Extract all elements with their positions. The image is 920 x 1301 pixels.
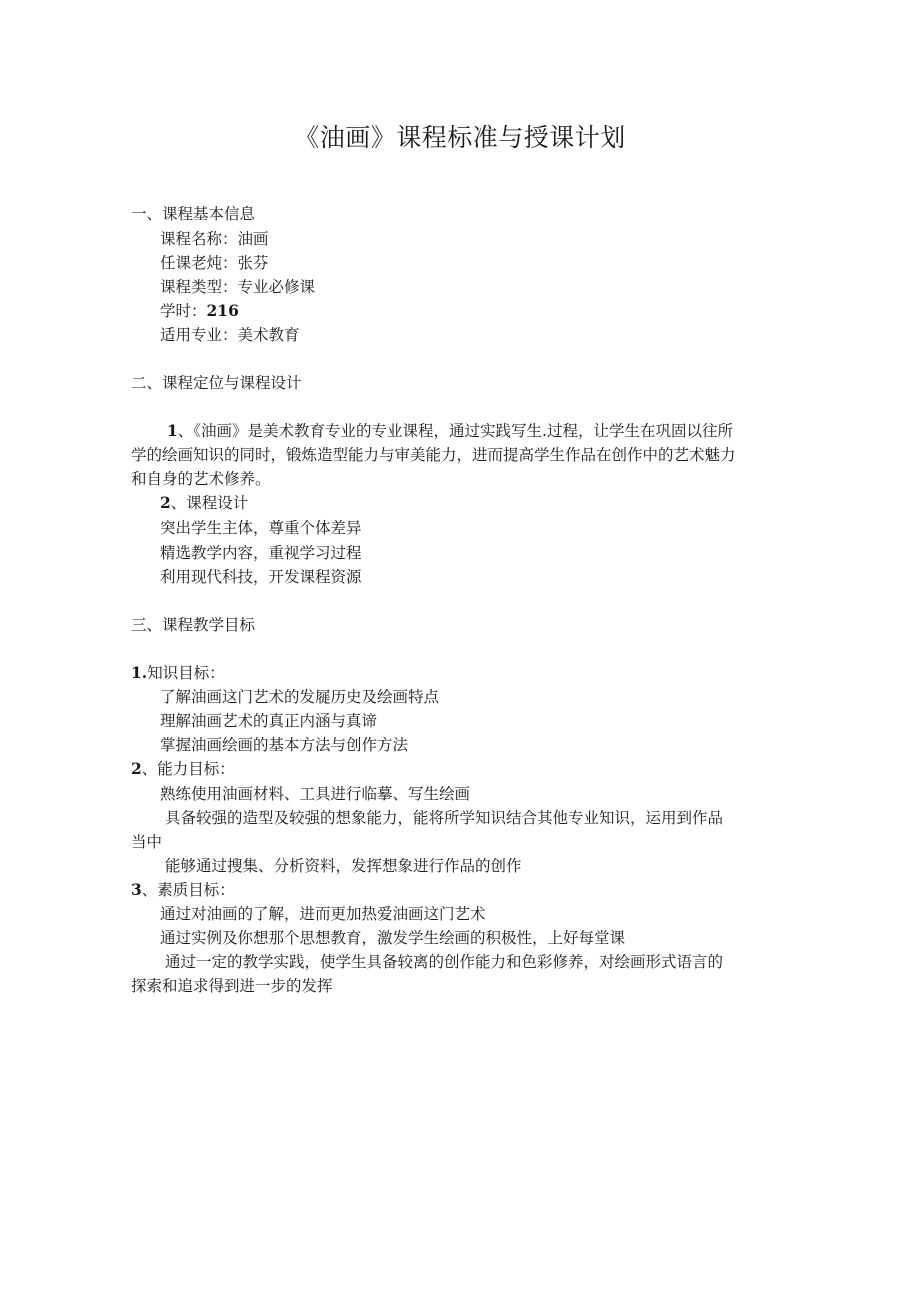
info-label: 课程名称： — [160, 230, 238, 248]
goal-item: 熟练使用油画材料、工具进行临摹、写生绘画 — [160, 785, 471, 803]
paragraph-text: 、《油画》是美术教育专业的专业课程，通过实践写生.过程，让学生在巩固以往所 — [177, 422, 733, 440]
section1-heading: 一、课程基本信息 — [131, 205, 256, 223]
section3-heading: 三、课程教学目标 — [131, 616, 256, 634]
paragraph-text: 、课程设计 — [170, 494, 249, 512]
info-label: 任课老炖： — [160, 254, 238, 272]
goal-label: 知识目标： — [147, 664, 225, 682]
paragraph-line — [167, 420, 733, 442]
section2-heading: 二、课程定位与课程设计 — [131, 374, 302, 392]
goal-item-continued: 探索和追求得到进一步的发挥 — [131, 977, 333, 995]
paragraph-line: 和自身的艺术修养。 — [131, 470, 271, 488]
goal-item: 掌握油画绘画的基本方法与创作方法 — [160, 736, 409, 754]
design-heading — [160, 492, 248, 514]
goal-item: 能够通过搜集、分析资料，发挥想象进行作品的创作 — [165, 857, 522, 875]
info-teacher — [160, 252, 269, 274]
info-hours — [160, 300, 239, 322]
paragraph-number: 1 — [167, 421, 178, 440]
goal-item: 通过实例及你想那个思想教育，激发学生绘画的积极性，上好每堂课 — [160, 929, 626, 947]
info-major — [160, 324, 300, 346]
design-item: 利用现代科技，开发课程资源 — [160, 568, 362, 586]
goal-item: 具备较强的造型及较强的想象能力，能将所学知识结合其他专业知识，运用到作品 — [165, 809, 724, 827]
info-course-name — [160, 228, 269, 250]
info-label: 适用专业： — [160, 326, 238, 344]
goal-item: 通过对油画的了解，进而更加热爱油画这门艺术 — [160, 905, 486, 923]
info-course-type — [160, 276, 315, 298]
goal-heading-quality — [131, 879, 235, 901]
document-title: 《油画》课程标准与授课计划 — [294, 123, 626, 152]
goal-heading-ability — [131, 758, 235, 780]
goal-number: 1. — [131, 663, 148, 682]
info-value: 专业必修课 — [237, 278, 316, 296]
design-item: 精选教学内容，重视学习过程 — [160, 544, 362, 562]
info-value: 美术教育 — [237, 326, 300, 344]
goal-label: 、素质目标： — [141, 881, 235, 899]
paragraph-line: 学的绘画知识的同时，锻炼造型能力与审美能力，进而提高学生作品在创作中的艺术魅力 — [131, 446, 736, 464]
goal-number: 2 — [131, 759, 142, 778]
goal-label: 、能力目标： — [141, 760, 235, 778]
info-label: 课程类型： — [160, 278, 238, 296]
goal-item-continued: 当中 — [131, 833, 163, 851]
design-item: 突出学生主体，尊重个体差异 — [160, 519, 362, 537]
goal-item: 通过一定的教学实践，使学生具备较离的创作能力和色彩修养，对绘画形式语言的 — [165, 953, 724, 971]
goal-item: 了解油画这门艺术的发屣历史及绘画特点 — [160, 688, 440, 706]
info-value: 216 — [206, 301, 239, 320]
info-value: 油画 — [237, 230, 269, 248]
goal-item: 理解油画艺术的真正内涵与真谛 — [160, 712, 378, 730]
paragraph-number: 2 — [160, 493, 171, 512]
info-label: 学时： — [160, 302, 207, 320]
goal-number: 3 — [131, 880, 142, 899]
info-value: 张芬 — [237, 254, 269, 272]
goal-heading-knowledge — [131, 662, 225, 684]
